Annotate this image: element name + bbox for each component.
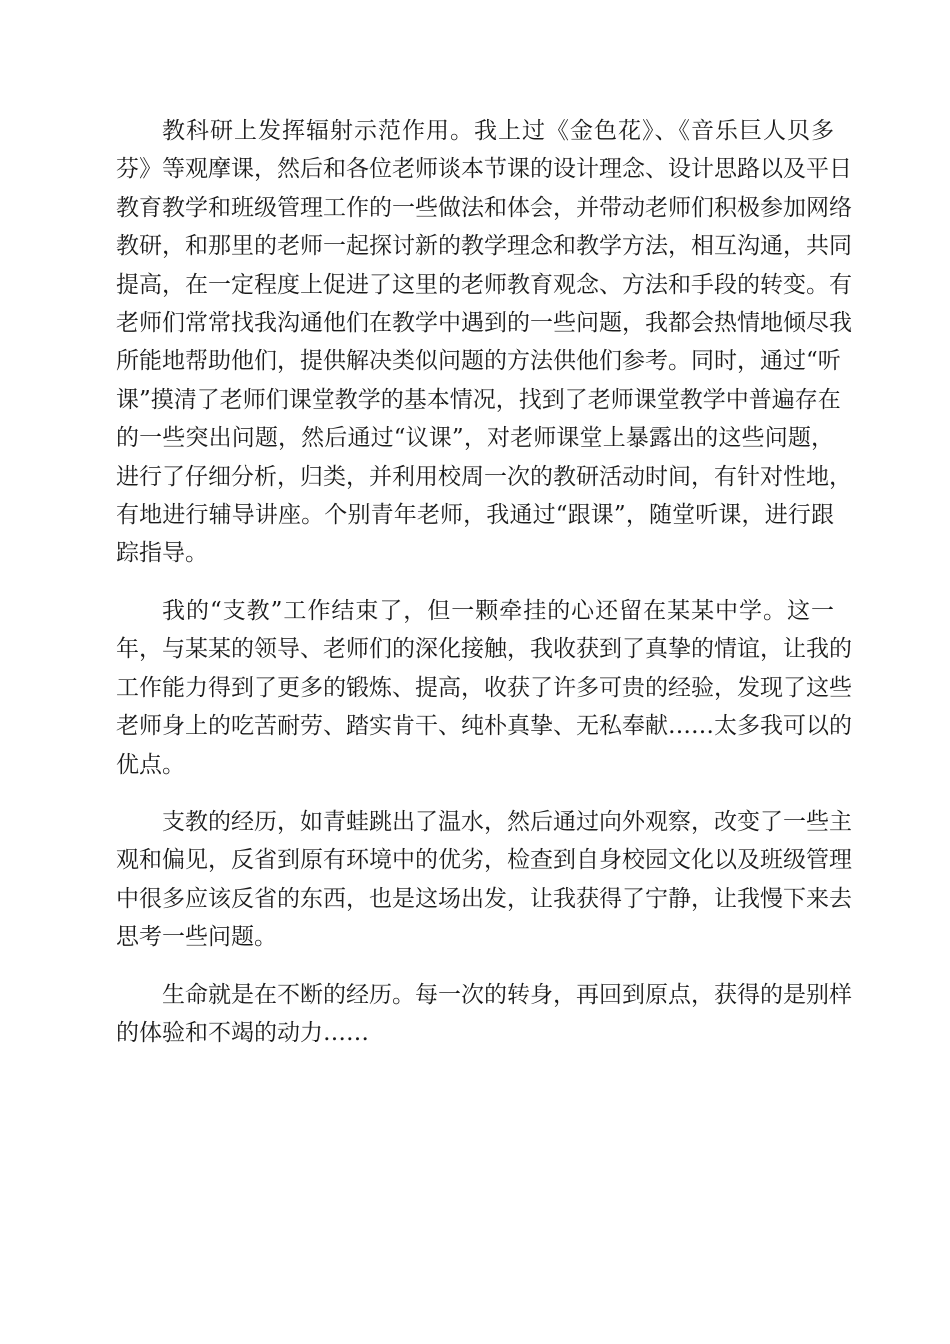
text-line: 支教的经历，如青蛙跳出了温水，然后通过向外观察，改变了一些主	[162, 808, 852, 835]
text-line: 所能地帮助他们，提供解决类似问题的方法供他们参考。同时，通过“听	[116, 348, 841, 375]
text-line: 踪指导。	[116, 540, 208, 567]
text-line: 观和偏见，反省到原有环境中的优劣，检查到自身校园文化以及班级管理	[116, 847, 852, 874]
text-line: 有地进行辅导讲座。个别青年老师，我通过“跟课”，随堂听课，进行跟	[116, 502, 834, 529]
paragraph-3	[116, 803, 852, 957]
paragraph-1	[116, 112, 852, 573]
paragraph-4	[116, 976, 852, 1053]
text-line: 教育教学和班级管理工作的一些做法和体会，并带动老师们积极参加网络	[116, 194, 852, 221]
text-line: 我的“支教”工作结束了，但一颗牵挂的心还留在某某中学。这一	[162, 597, 834, 624]
text-line: 优点。	[116, 751, 185, 778]
text-line: 生命就是在不断的经历。每一次的转身，再回到原点，获得的是别样	[162, 981, 852, 1008]
text-line: 的一些突出问题，然后通过“议课”，对老师课堂上暴露出的这些问题，	[116, 425, 834, 452]
text-line: 课”摸清了老师们课堂教学的基本情况，找到了老师课堂教学中普遍存在	[116, 386, 841, 413]
document-page	[116, 112, 852, 1071]
text-line: 工作能力得到了更多的锻炼、提高，收获了许多可贵的经验，发现了这些	[116, 674, 852, 701]
text-line: 年，与某某的领导、老师们的深化接触，我收获到了真挚的情谊，让我的	[116, 636, 852, 663]
text-line: 教科研上发挥辐射示范作用。我上过《金色花》、《音乐巨人贝多	[162, 118, 834, 144]
text-line: 进行了仔细分析，归类，并利用校周一次的教研活动时间，有针对性地，	[116, 463, 852, 490]
text-line: 老师们常常找我沟通他们在教学中遇到的一些问题，我都会热情地倾尽我	[116, 310, 852, 337]
paragraph-2	[116, 592, 852, 784]
text-line: 提高，在一定程度上促进了这里的老师教育观念、方法和手段的转变。有	[116, 271, 852, 298]
text-line: 中很多应该反省的东西，也是这场出发，让我获得了宁静，让我慢下来去	[116, 885, 852, 912]
text-line: 思考一些问题。	[116, 924, 277, 951]
text-line: 教研，和那里的老师一起探讨新的教学理念和教学方法，相互沟通，共同	[116, 233, 852, 260]
text-line: 老师身上的吃苦耐劳、踏实肯干、纯朴真挚、无私奉献……太多我可以的	[116, 713, 852, 740]
text-line: 的体验和不竭的动力……	[116, 1019, 369, 1046]
text-line: 芬》等观摩课，然后和各位老师谈本节课的设计理念、设计思路以及平日	[116, 156, 852, 183]
